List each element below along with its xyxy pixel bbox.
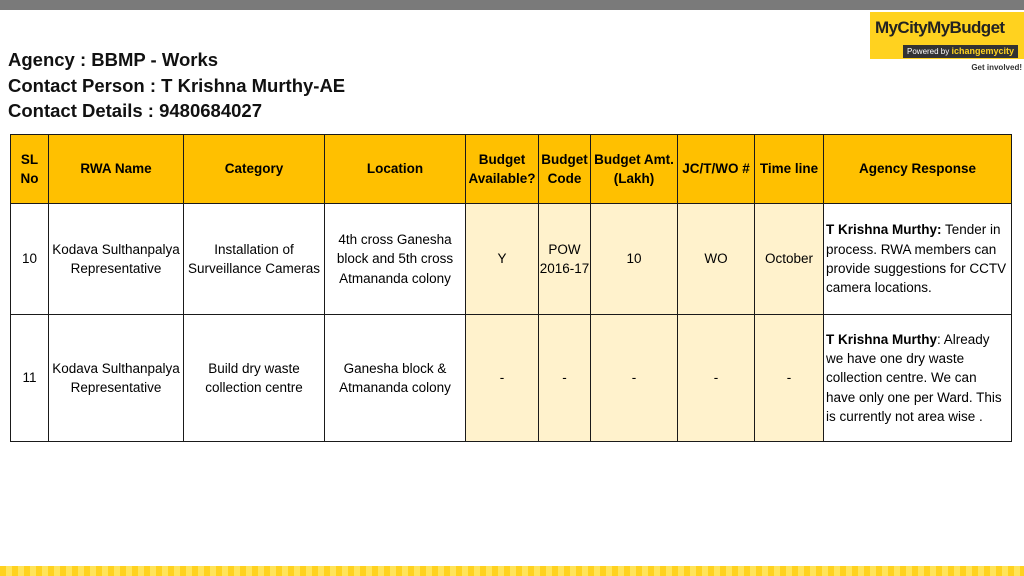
table-row [11,315,1012,442]
cell-budget-amt: - [591,315,678,442]
cell-sl: 10 [11,204,49,315]
agency-line: Agency : BBMP - Works [8,49,219,70]
response-officer-name: T Krishna Murthy [826,331,938,347]
cell-location: 4th cross Ganesha block and 5th cross Atmananda colony [325,204,466,315]
mycitymybudget-logo [870,12,1024,74]
col-header-agency-response: Agency Response [824,135,1012,204]
contact-details-line: Contact Details : 9480684027 [8,100,262,121]
contact-info [8,47,345,124]
col-header-timeline: Time line [755,135,824,204]
cell-jc-t-wo: - [678,315,755,442]
logo-powered-by [903,45,1018,58]
logo-powered-by-text: Powered by [907,47,950,56]
cell-category: Build dry waste collection centre [184,315,325,442]
col-header-budget-amt: Budget Amt. (Lakh) [591,135,678,204]
cell-budget-code: - [539,315,591,442]
col-header-category: Category [184,135,325,204]
table-row [11,204,1012,315]
response-officer-name: T Krishna Murthy: [826,222,942,238]
logo-tagline: Get involved! [971,63,1022,72]
bottom-bar [0,566,1024,576]
cell-budget-available: - [466,315,539,442]
contact-person-line: Contact Person : T Krishna Murthy-AE [8,74,346,96]
col-header-budget-code: Budget Code [539,135,591,204]
cell-category: Installation of Surveillance Cameras [184,204,325,315]
cell-timeline: - [755,315,824,442]
table-header-row [11,135,1012,204]
cell-jc-t-wo: WO [678,204,755,315]
col-header-budget-available: Budget Available? [466,135,539,204]
works-table [10,134,1012,442]
cell-budget-available: Y [466,204,539,315]
cell-agency-response [824,204,1012,315]
cell-timeline: October [755,204,824,315]
cell-agency-response [824,315,1012,442]
logo-title: MyCityMyBudget [875,18,1005,37]
response-text: Tender in process. RWA members can provide suggestions for CCTV camera locations. [826,222,1007,296]
cell-sl: 11 [11,315,49,442]
col-header-sl: SL No [11,135,49,204]
cell-rwa-name: Kodava Sulthanpalya Representative [49,204,184,315]
cell-location: Ganesha block & Atmananda colony [325,315,466,442]
logo-brand: ichangemycity [951,46,1015,56]
cell-budget-amt: 10 [591,204,678,315]
response-text: : Already we have one dry waste collection centre. We can have only one per Ward. This is currently not area wise . [826,331,1002,424]
col-header-location: Location [325,135,466,204]
col-header-jc-t-wo: JC/T/WO # [678,135,755,204]
cell-budget-code: POW 2016-17 [539,204,591,315]
col-header-rwa-name: RWA Name [49,135,184,204]
cell-rwa-name: Kodava Sulthanpalya Representative [49,315,184,442]
top-bar [0,0,1024,10]
